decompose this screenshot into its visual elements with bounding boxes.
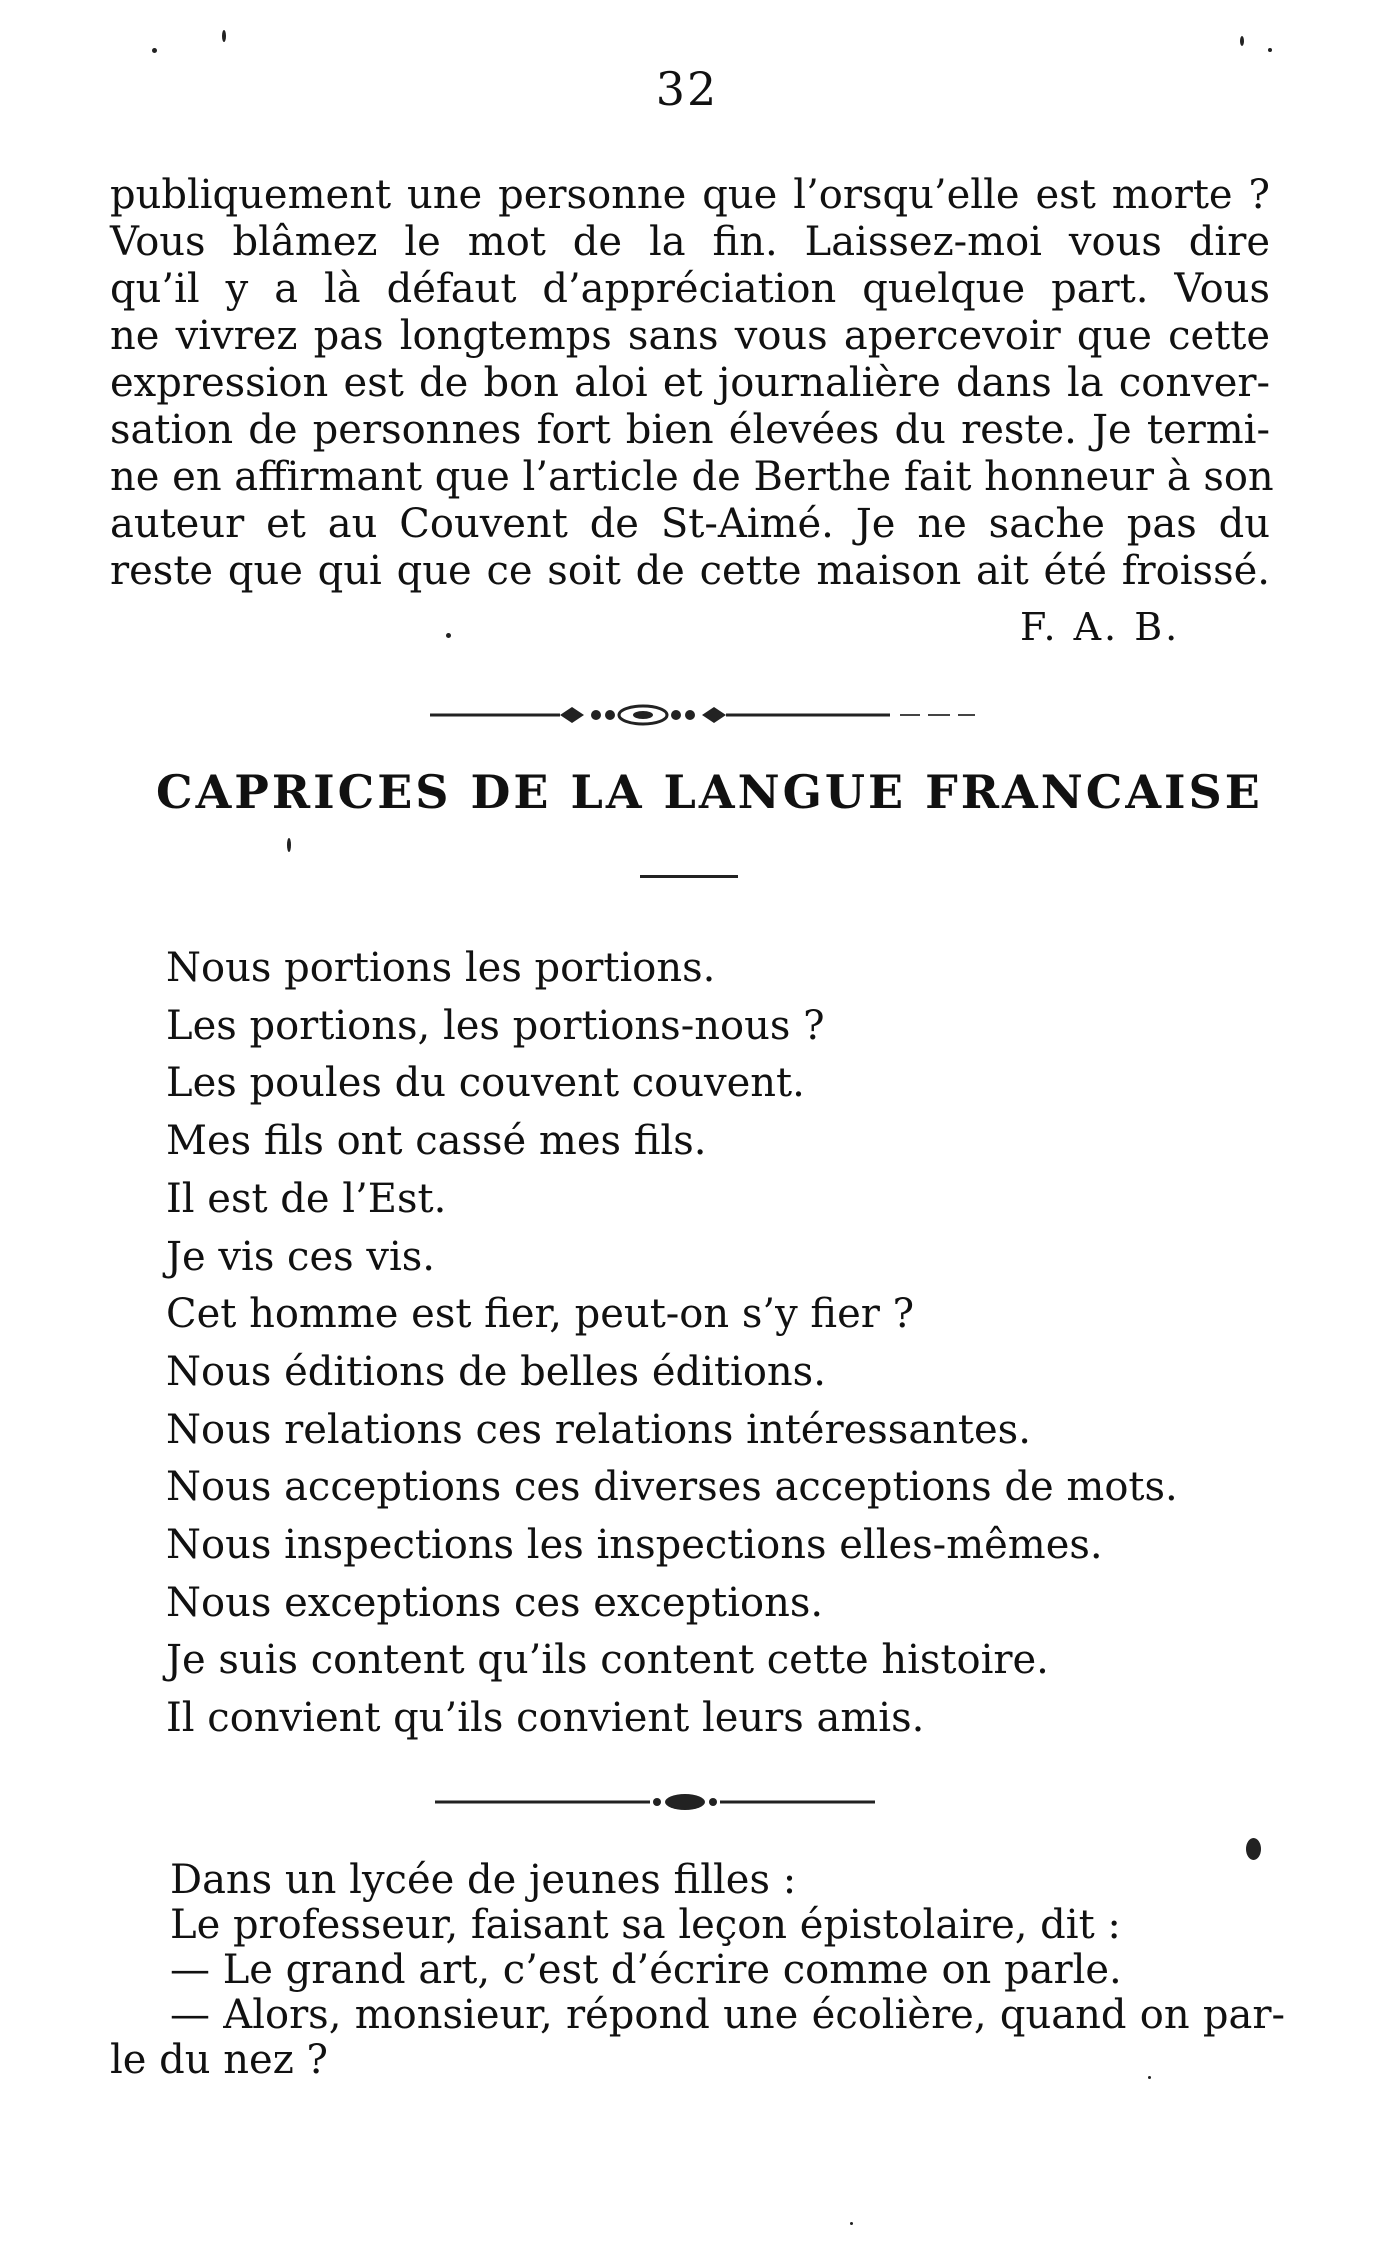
paragraph-line: auteur et au Couvent de St-Aimé. Je ne sache pas du: [110, 501, 1270, 547]
list-item: Cet homme est fier, peut-on s’y fier ?: [166, 1291, 915, 1338]
letter-paragraph: [110, 172, 1274, 595]
print-speck: [1268, 48, 1272, 52]
section-title: CAPRICES DE LA LANGUE FRANCAISE: [156, 765, 1263, 819]
paragraph-line: ne en affirmant que l’article de Berthe fait honneur à son: [110, 454, 1274, 500]
print-speck: [222, 30, 226, 42]
list-item: Nous portions les portions.: [166, 945, 716, 991]
list-item: Les portions, les portions-nous ?: [166, 1002, 825, 1049]
print-speck: [287, 838, 291, 852]
list-item: Je vis ces vis.: [166, 1233, 436, 1280]
print-speck: [152, 48, 157, 53]
list-item: Je suis content qu’ils content cette histoire.: [166, 1637, 1049, 1684]
paragraph-line: qu’il y a là défaut d’appréciation quelque part. Vous: [110, 266, 1270, 312]
list-item: Nous inspections les inspections elles-mêmes.: [166, 1522, 1103, 1569]
ornamental-divider: [435, 1790, 875, 1814]
paragraph-line: reste que qui que ce soit de cette maison ait été froissé.: [110, 548, 1270, 594]
list-item: Mes fils ont cassé mes fils.: [166, 1118, 707, 1165]
print-speck: [850, 2222, 853, 2225]
signature-initials: F. A. B.: [1020, 605, 1181, 649]
print-speck: [446, 633, 451, 638]
list-item: Nous acceptions ces diverses acceptions de mots.: [166, 1464, 1178, 1511]
list-item: Nous relations ces relations intéressantes.: [166, 1406, 1031, 1453]
print-speck: [1240, 36, 1244, 46]
paragraph-line: publiquement une personne que l’orsqu’elle est morte ?: [110, 172, 1270, 218]
list-item: Nous exceptions ces exceptions.: [166, 1579, 824, 1626]
anecdote: [110, 1857, 1285, 2083]
anecdote-line: le du nez ?: [110, 2037, 328, 2083]
paragraph-line: ne vivrez pas longtemps sans vous apercevoir que cette: [110, 313, 1270, 359]
anecdote-line: Dans un lycée de jeunes filles :: [170, 1857, 797, 1903]
paragraph-line: expression est de bon aloi et journalière dans la conver-: [110, 360, 1270, 406]
list-item: Il est de l’Est.: [166, 1175, 447, 1222]
list-item: Les poules du couvent couvent.: [166, 1060, 805, 1107]
anecdote-line: — Le grand art, c’est d’écrire comme on parle.: [170, 1947, 1122, 1993]
anecdote-line: — Alors, monsieur, répond une écolière, quand on par-: [170, 1992, 1285, 2038]
title-rule: [640, 875, 738, 878]
anecdote-line: Le professeur, faisant sa leçon épistolaire, dit :: [170, 1902, 1121, 1948]
list-item: Il convient qu’ils convient leurs amis.: [166, 1695, 925, 1742]
page-number: 32: [655, 62, 719, 116]
list-item: Nous éditions de belles éditions.: [166, 1348, 826, 1395]
print-speck: [1246, 1838, 1261, 1860]
ornamental-divider: [430, 700, 990, 730]
caprices-list: [166, 940, 1178, 1748]
paragraph-line: Vous blâmez le mot de la fin. Laissez-moi vous dire: [110, 219, 1270, 265]
paragraph-line: sation de personnes fort bien élevées du reste. Je termi-: [110, 407, 1270, 453]
